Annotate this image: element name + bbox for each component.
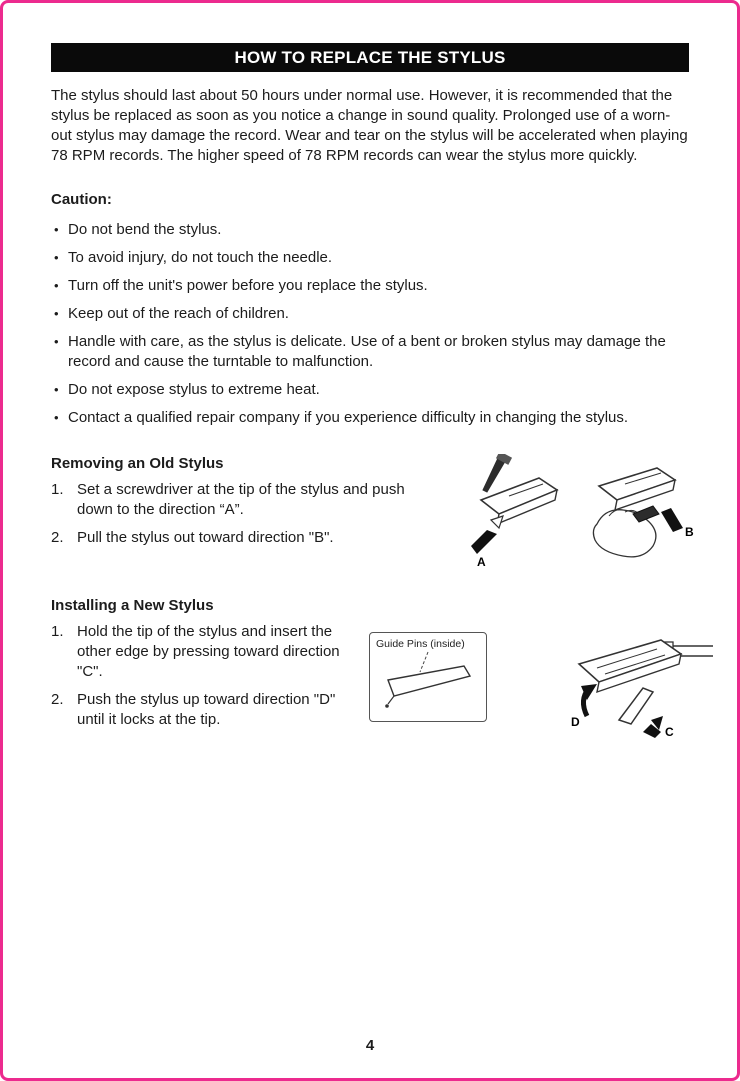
stylus-removal-diagram-icon: [447, 454, 699, 572]
installing-section: [51, 622, 689, 746]
caution-item: • Turn off the unit's power before you replace the stylus.: [51, 276, 689, 296]
removing-heading: Removing an Old Stylus: [51, 455, 224, 472]
caution-item: • Contact a qualified repair company if you experience difficulty in changing the stylus.: [51, 408, 689, 428]
step-text: Push the stylus up toward direction "D" until it locks at the tip.: [77, 691, 336, 728]
installing-heading: Installing a New Stylus: [51, 597, 214, 614]
stylus-install-diagram-icon: [501, 624, 713, 740]
step-number: 2.: [51, 529, 64, 546]
arrow-label-c: C: [665, 725, 674, 739]
caution-item: • Handle with care, as the stylus is delicate. Use of a bent or broken stylus may damage the record and cause the turntable to malfunction.: [51, 332, 689, 372]
step-number: 2.: [51, 691, 64, 708]
caution-list: [51, 220, 689, 436]
step-number: 1.: [51, 481, 64, 498]
section-title-bar: [51, 43, 689, 72]
step-number: 1.: [51, 623, 64, 640]
step-text: Hold the tip of the stylus and insert the other edge by pressing toward direction "C".: [77, 623, 340, 680]
guide-pins-label: Guide Pins (inside): [376, 638, 465, 650]
installing-step: [51, 690, 351, 730]
installing-steps: [51, 622, 351, 738]
arrow-label-d: D: [571, 715, 580, 729]
caution-heading: Caution:: [51, 191, 112, 208]
intro-paragraph: The stylus should last about 50 hours under normal use. However, it is recommended that the stylus be replaced as soon as you notice a change in sound quality. Prolonged use of a worn-out stylus may damage the record. Wear and tear on the stylus will be accelerated when playing 78 RPM records. The higher speed of 78 RPM records can wear the stylus more quickly.: [51, 87, 688, 164]
guide-pins-diagram-icon: [376, 650, 480, 712]
page-title: HOW TO REPLACE THE STYLUS: [234, 48, 506, 67]
page-number: 4: [365, 1037, 375, 1054]
step-text: Pull the stylus out toward direction "B".: [77, 529, 334, 546]
removing-step: [51, 480, 431, 520]
step-text: Set a screwdriver at the tip of the stylus and push down to the direction “A”.: [77, 481, 405, 518]
removing-section: [51, 480, 694, 578]
arrow-label-a: A: [477, 555, 486, 569]
guide-pins-callout: [369, 632, 487, 722]
page-footer: [51, 1036, 689, 1062]
caution-item: • Do not expose stylus to extreme heat.: [51, 380, 689, 400]
caution-item: • To avoid injury, do not touch the needle.: [51, 248, 689, 268]
installing-step: [51, 622, 351, 682]
removing-step: [51, 528, 431, 548]
removing-illustration: [431, 454, 699, 578]
caution-item: • Do not bend the stylus.: [51, 220, 689, 240]
removing-steps: [51, 480, 431, 556]
installing-illustration: [487, 624, 713, 746]
arrow-label-b: B: [685, 525, 694, 539]
caution-item: • Keep out of the reach of children.: [51, 304, 689, 324]
